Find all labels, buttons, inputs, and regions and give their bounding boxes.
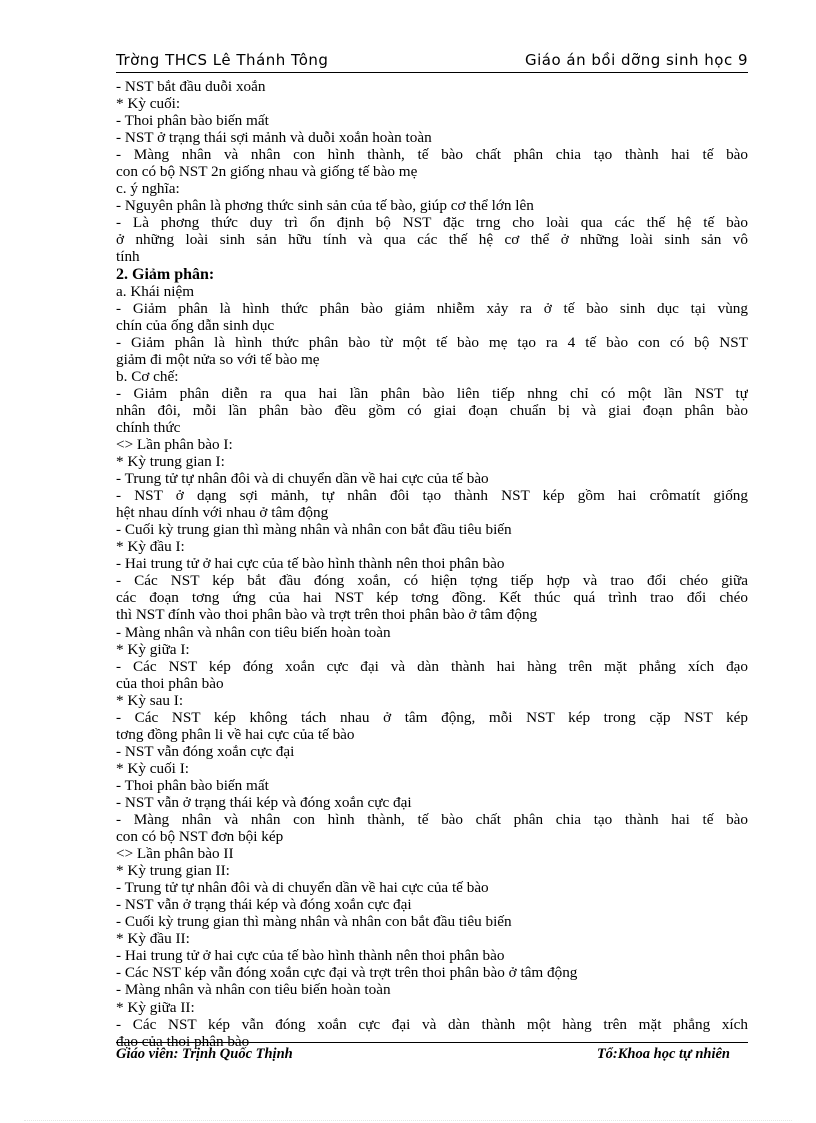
text-line: * Kỳ đầu I: (116, 538, 185, 556)
document-body (116, 78, 748, 1050)
text-line: - Trung tử tự nhân đôi và di chuyển dần về hai cực của tế bào (116, 470, 489, 488)
text-line: * Kỳ cuối I: (116, 759, 189, 777)
text-line: giảm đi một nửa so với tế bào mẹ (116, 350, 320, 368)
text-line: - Giảm phân là hình thức phân bào giảm nhiễm xảy ra ở tế bào sinh dục tại vùng (116, 299, 748, 317)
text-line: - Nguyên phân là phơng thức sinh sản của tế bào, giúp cơ thể lớn lên (116, 197, 534, 215)
text-line: con có bộ NST 2n giống nhau và giống tế bào mẹ (116, 163, 418, 181)
text-line: - NST vẫn ở trạng thái kép và đóng xoắn cực đại (116, 896, 412, 914)
text-line: * Kỳ cuối: (116, 95, 181, 113)
text-line: - Các NST kép không tách nhau ở tâm động, mỗi NST kép trong cặp NST kép (116, 708, 748, 726)
teacher-name: Giáo viên: Trịnh Quốc Thịnh (116, 1046, 293, 1062)
text-line: - Hai trung tử ở hai cực của tế bào hình thành nên thoi phân bào (116, 947, 505, 965)
text-line: tính (116, 248, 140, 266)
text-line: - NST ở dạng sợi mảnh, tự nhân đôi tạo thành NST kép gồm hai crômatít giống (116, 487, 748, 505)
text-line: - Hai trung tử ở hai cực của tế bào hình thành nên thoi phân bào (116, 555, 505, 573)
text-line: b. Cơ chế: (116, 367, 179, 385)
text-line: đạo của thoi phân bào (116, 1032, 250, 1050)
text-line: - Màng nhân và nhân con tiêu biến hoàn toàn (116, 981, 391, 999)
text-line: <> Lần phân bào I: (116, 435, 233, 453)
text-line: - Màng nhân và nhân con hình thành, tế bào chất phân chia tạo thành hai tế bào (116, 811, 748, 829)
text-line: * Kỳ trung gian II: (116, 862, 230, 880)
section-heading: 2. Giảm phân: (116, 265, 215, 283)
text-line: - Các NST kép đóng xoắn cực đại và dàn thành hai hàng trên mặt phẳng xích đạo (116, 657, 748, 675)
text-line: - Thoi phân bào biến mất (116, 112, 269, 130)
school-name: Trờng THCS Lê Thánh Tông (116, 51, 329, 69)
text-line: a. Khái niệm (116, 282, 195, 300)
page-bottom-divider (24, 1120, 792, 1121)
text-line: nhân đôi, mỗi lần phân bào đều gồm có giai đoạn chuẩn bị và giai đoạn phân bào (116, 401, 748, 419)
text-line: hệt nhau dính với nhau ở tâm động (116, 504, 329, 522)
text-line: - Giảm phân là hình thức phân bào từ một tế bào mẹ tạo ra 4 tế bào con có bộ NST (116, 333, 748, 351)
text-line: <> Lần phân bào II (116, 845, 234, 863)
text-line: * Kỳ đầu II: (116, 930, 190, 948)
text-line: - Màng nhân và nhân con tiêu biến hoàn toàn (116, 623, 391, 641)
text-line: của thoi phân bào (116, 674, 224, 692)
document-title: Giáo án bồi dỡng sinh học 9 (524, 51, 748, 69)
page-header (116, 48, 748, 73)
page-footer (116, 1042, 748, 1065)
text-line: - NST vẫn đóng xoắn cực đại (116, 742, 295, 760)
text-line: - Thoi phân bào biến mất (116, 776, 269, 794)
text-line: * Kỳ giữa II: (116, 998, 195, 1016)
text-line: ở những loài sinh sản hữu tính và qua các thế hệ cơ thể ở những loài sinh sản vô (116, 231, 748, 249)
text-line: - Các NST kép vẫn đóng xoắn cực đại và trợt trên thoi phân bào ở tâm động (116, 964, 578, 982)
text-line: * Kỳ trung gian I: (116, 453, 225, 471)
text-line: tơng đồng phân li về hai cực của tế bào (116, 725, 355, 743)
text-line: - NST vẫn ở trạng thái kép và đóng xoắn cực đại (116, 793, 412, 811)
text-line: - Cuối kỳ trung gian thì màng nhân và nhân con bắt đầu tiêu biến (116, 521, 512, 539)
text-line: - Các NST kép vẫn đóng xoắn cực đại và dàn thành một hàng trên mặt phẳng xích (116, 1015, 748, 1033)
text-line: c. ý nghĩa: (116, 180, 180, 198)
text-line: - Cuối kỳ trung gian thì màng nhân và nhân con bắt đầu tiêu biến (116, 913, 512, 931)
text-line: các đoạn tơng ứng của hai NST kép tơng đồng. Kết thúc quá trình trao đổi chéo (116, 589, 748, 607)
text-line: - Là phơng thức duy trì ổn định bộ NST đặc trng cho loài qua các thế hệ tế bào (116, 214, 748, 232)
text-line: - Các NST kép bắt đầu đóng xoắn, có hiện tợng tiếp hợp và trao đổi chéo giữa (116, 572, 748, 590)
text-line: chính thức (116, 418, 181, 436)
text-line: * Kỳ giữa I: (116, 640, 190, 658)
text-line: - Màng nhân và nhân con hình thành, tế bào chất phân chia tạo thành hai tế bào (116, 146, 748, 164)
text-line: - NST ở trạng thái sợi mảnh và duỗi xoắn hoàn toàn (116, 129, 432, 147)
department-name: Tổ:Khoa học tự nhiên (596, 1046, 730, 1062)
text-line: - NST bắt đầu duỗi xoắn (116, 78, 266, 95)
text-line: * Kỳ sau I: (116, 691, 184, 709)
text-line: thì NST đính vào thoi phân bào và trợt trên thoi phân bào ở tâm động (116, 606, 538, 624)
text-line: - Trung tử tự nhân đôi và di chuyển dần về hai cực của tế bào (116, 879, 489, 897)
text-line: chín của ống dẫn sinh dục (116, 316, 275, 334)
text-line: - Giảm phân diễn ra qua hai lần phân bào liên tiếp nhng chỉ có một lần NST tự (116, 384, 748, 402)
text-line: con có bộ NST đơn bội kép (116, 828, 284, 846)
